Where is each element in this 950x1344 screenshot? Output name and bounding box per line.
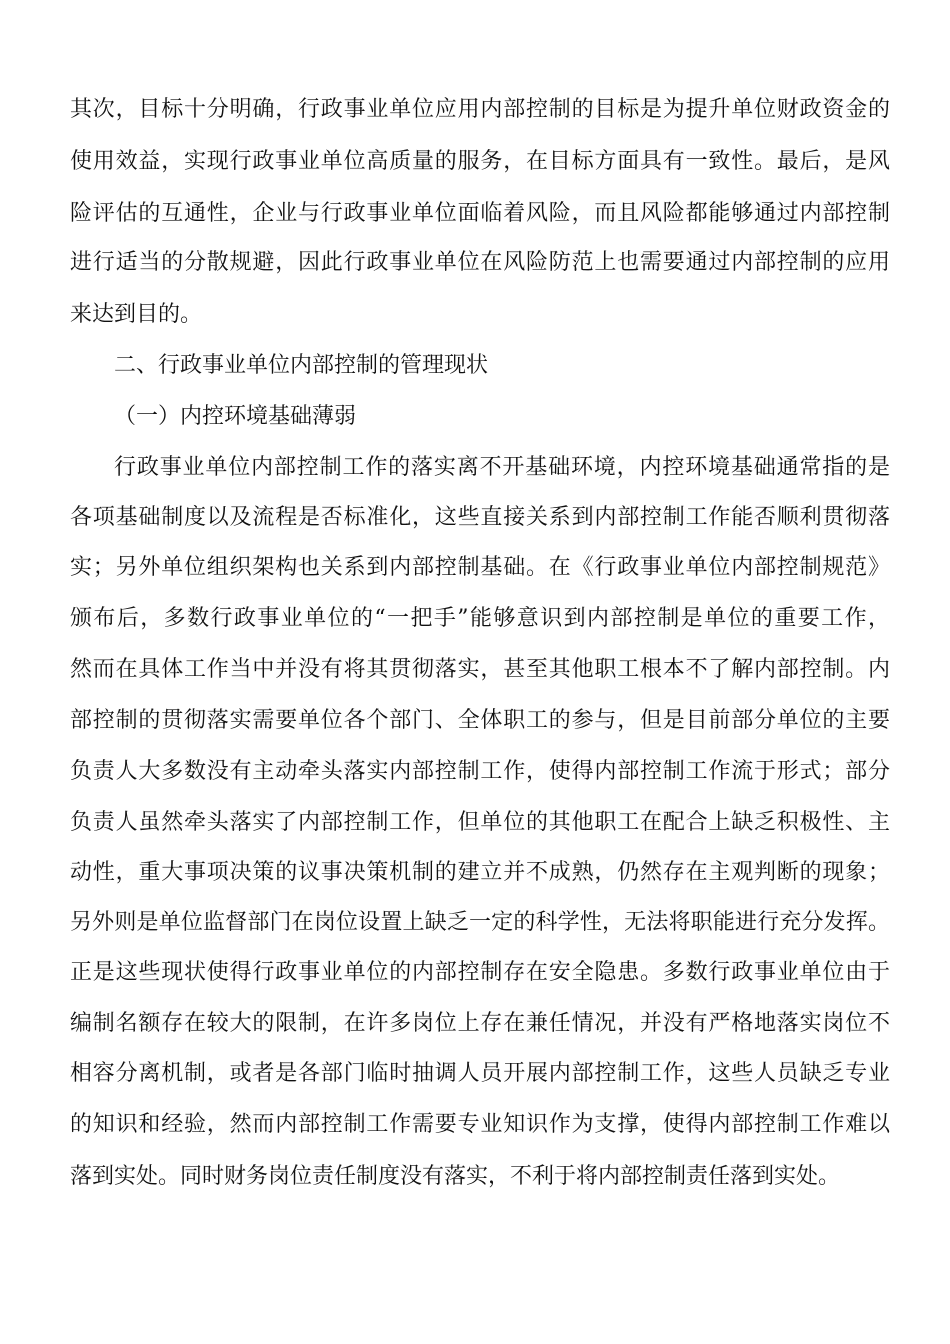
paragraph-line: 实；另外单位组织架构也关系到内部控制基础。在《行政事业单位内部控制规范》 (70, 555, 890, 580)
paragraph-line: 落到实处。同时财务岗位责任制度没有落实，不利于将内部控制责任落到实处。 (70, 1164, 841, 1189)
paragraph-line: 负责人虽然牵头落实了内部控制工作，但单位的其他职工在配合上缺乏积极性、主 (70, 810, 890, 835)
paragraph-line: 部控制的贯彻落实需要单位各个部门、全体职工的参与，但是目前部分单位的主要 (70, 708, 890, 733)
paragraph-line: 行政事业单位内部控制工作的落实离不开基础环境，内控环境基础通常指的是 (114, 455, 890, 480)
paragraph-line: 正是这些现状使得行政事业单位的内部控制存在安全隐患。多数行政事业单位由于 (70, 960, 890, 985)
paragraph-line: 进行适当的分散规避，因此行政事业单位在风险防范上也需要通过内部控制的应用 (70, 250, 890, 275)
paragraph-line: 颁布后，多数行政事业单位的“一把手”能够意识到内部控制是单位的重要工作， (70, 606, 890, 631)
paragraph-line: 各项基础制度以及流程是否标准化，这些直接关系到内部控制工作能否顺利贯彻落 (70, 505, 890, 530)
paragraph-line: 编制名额存在较大的限制，在许多岗位上存在兼任情况，并没有严格地落实岗位不 (70, 1011, 890, 1036)
paragraph-line: 使用效益，实现行政事业单位高质量的服务，在目标方面具有一致性。最后，是风 (70, 149, 890, 174)
section-heading: 二、行政事业单位内部控制的管理现状 (114, 353, 489, 378)
paragraph-line: 的知识和经验，然而内部控制工作需要专业知识作为支撑，使得内部控制工作难以 (70, 1112, 890, 1137)
subsection-heading: （一）内控环境基础薄弱 (114, 404, 357, 429)
paragraph-line: 另外则是单位监督部门在岗位设置上缺乏一定的科学性，无法将职能进行充分发挥。 (70, 910, 890, 935)
paragraph-line: 负责人大多数没有主动牵头落实内部控制工作，使得内部控制工作流于形式；部分 (70, 759, 890, 784)
paragraph-line: 险评估的互通性，企业与行政事业单位面临着风险，而且风险都能够通过内部控制 (70, 201, 890, 226)
paragraph-line: 其次，目标十分明确，行政事业单位应用内部控制的目标是为提升单位财政资金的 (70, 97, 890, 122)
paragraph-line: 来达到目的。 (70, 302, 203, 327)
paragraph-line: 动性，重大事项决策的议事决策机制的建立并不成熟，仍然存在主观判断的现象； (70, 860, 890, 885)
paragraph-line: 然而在具体工作当中并没有将其贯彻落实，甚至其他职工根本不了解内部控制。内 (70, 657, 890, 682)
paragraph-line: 相容分离机制，或者是各部门临时抽调人员开展内部控制工作，这些人员缺乏专业 (70, 1061, 890, 1086)
